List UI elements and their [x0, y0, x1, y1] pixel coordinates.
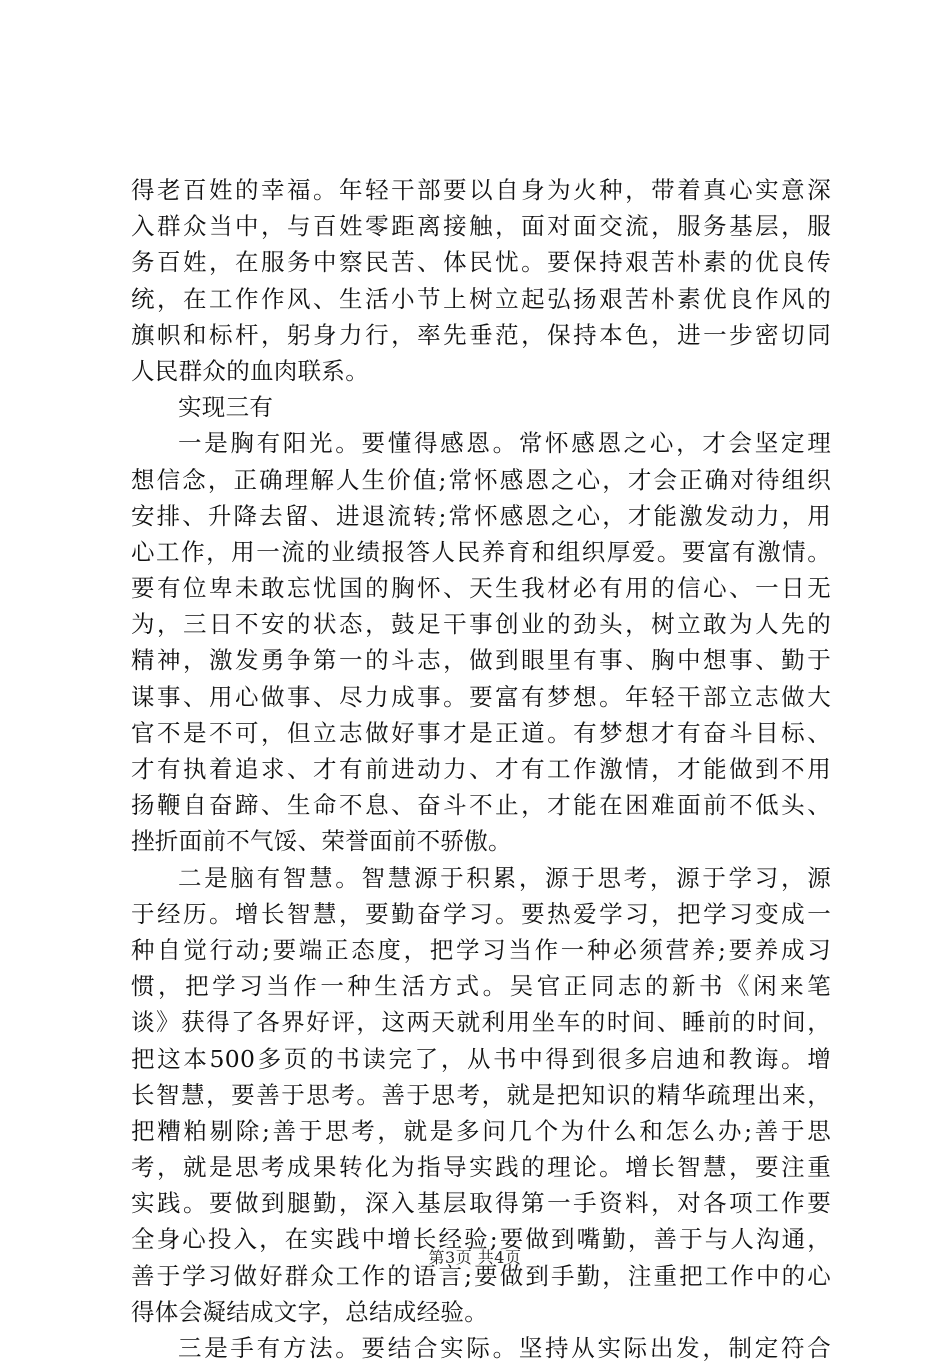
text-line: 惯，把学习当作一种生活方式。吴官正同志的新书《闲来笔: [131, 972, 831, 1001]
text-line: 长智慧，要善于思考。善于思考，就是把知识的精华疏理出来，: [131, 1080, 831, 1109]
text-line: 务百姓，在服务中察民苦、体民忧。要保持艰苦朴素的优良传: [131, 248, 831, 277]
text-line: 精神，激发勇争第一的斗志，做到眼里有事、胸中想事、勤于: [131, 646, 831, 675]
text-line: 谋事、用心做事、尽力成事。要富有梦想。年轻干部立志做大: [131, 682, 831, 711]
text-line: 得体会凝结成文字，总结成经验。: [131, 1297, 488, 1326]
text-line: 人民群众的血肉联系。: [131, 356, 369, 385]
text-line: 二是脑有智慧。智慧源于积累，源于思考，源于学习，源: [178, 863, 831, 892]
text-line: 全身心投入，在实践中增长经验;要做到嘴勤，善于与人沟通，: [131, 1225, 831, 1254]
text-line: 统，在工作作风、生活小节上树立起弘扬艰苦朴素优良作风的: [131, 284, 831, 313]
text-line: 旗帜和标杆，躬身力行，率先垂范，保持本色，进一步密切同: [131, 320, 831, 349]
text-line: 才有执着追求、才有前进动力、才有工作激情，才能做到不用: [131, 755, 831, 783]
text-line: 种自觉行动;要端正态度，把学习当作一种必须营养;要养成习: [131, 935, 831, 964]
text-line: 要有位卑未敢忘忧国的胸怀、天生我材必有用的信心、一日无: [131, 574, 831, 603]
text-line: 官不是不可，但立志做好事才是正道。有梦想才有奋斗目标、: [131, 718, 831, 747]
text-line: 三是手有方法。要结合实际。坚持从实际出发，制定符合: [178, 1334, 831, 1362]
page-footer: 第3页 共4页: [428, 1248, 522, 1267]
text-line: 把这本500多页的书读完了，从书中得到很多启迪和教诲。增: [131, 1044, 831, 1073]
text-line: 实现三有: [178, 393, 274, 422]
text-line: 安排、升降去留、进退流转;常怀感恩之心，才能激发动力，用: [131, 501, 831, 530]
text-line: 于经历。增长智慧，要勤奋学习。要热爱学习，把学习变成一: [131, 899, 831, 928]
text-line: 为，三日不安的状态，鼓足干事创业的劲头，树立敢为人先的: [131, 610, 831, 639]
text-line: 扬鞭自奋蹄、生命不息、奋斗不止，才能在困难面前不低头、: [131, 791, 831, 820]
text-line: 一是胸有阳光。要懂得感恩。常怀感恩之心，才会坚定理: [178, 429, 831, 458]
text-line: 谈》获得了各界好评，这两天就利用坐车的时间、睡前的时间，: [131, 1008, 831, 1037]
text-line: 实践。要做到腿勤，深入基层取得第一手资料，对各项工作要: [131, 1189, 831, 1218]
text-line: 善于学习做好群众工作的语言;要做到手勤，注重把工作中的心: [131, 1261, 831, 1290]
text-line: 考，就是思考成果转化为指导实践的理论。增长智慧，要注重: [131, 1153, 831, 1182]
text-line: 心工作，用一流的业绩报答人民养育和组织厚爱。要富有激情。: [131, 537, 831, 566]
body-text: [131, 172, 831, 1366]
text-line: 挫折面前不气馁、荣誉面前不骄傲。: [131, 827, 512, 856]
text-line: 想信念，正确理解人生价值;常怀感恩之心，才会正确对待组织: [131, 465, 831, 494]
text-line: 得老百姓的幸福。年轻干部要以自身为火种，带着真心实意深: [131, 176, 831, 204]
text-line: 入群众当中，与百姓零距离接触，面对面交流，服务基层，服: [131, 212, 831, 241]
text-line: 把糟粕剔除;善于思考，就是多问几个为什么和怎么办;善于思: [131, 1116, 831, 1145]
